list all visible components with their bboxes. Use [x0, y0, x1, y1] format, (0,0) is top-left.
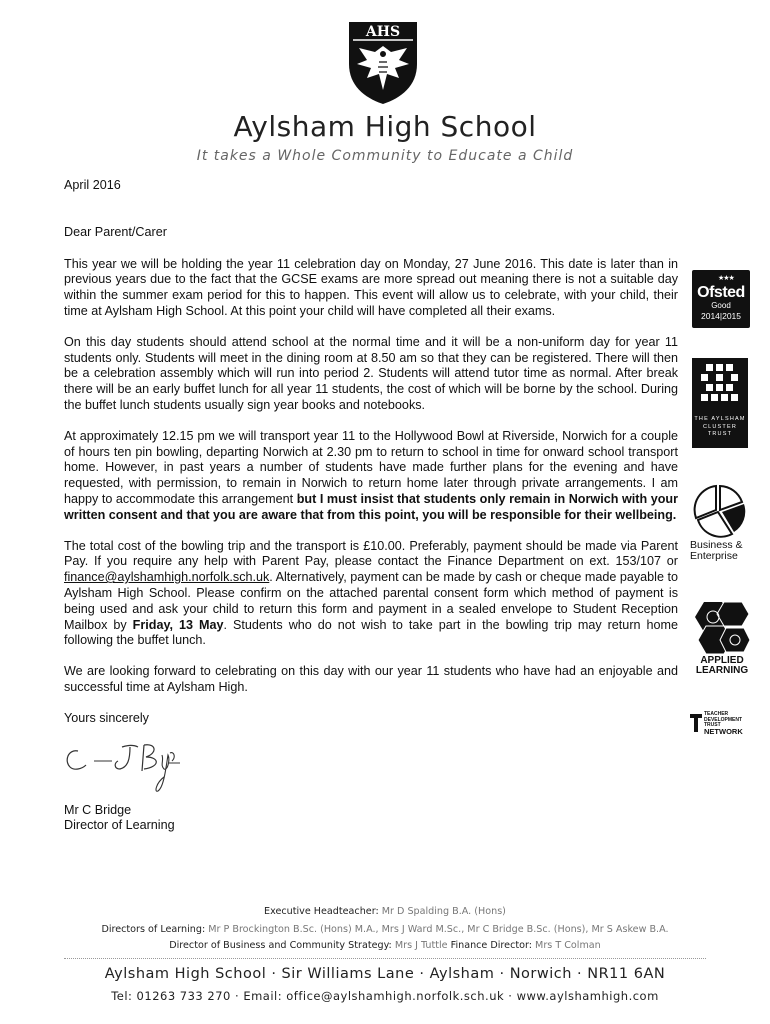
finance-director-name: Mrs T Colman — [535, 940, 601, 951]
applied-learning-logo — [694, 600, 750, 682]
footer-headteacher — [0, 906, 770, 917]
finance-director-label: Finance Director: — [447, 940, 536, 951]
ofsted-years: 2014|2015 — [700, 311, 742, 321]
payment-text-c: . Students who do not wish to take part in the bowling trip may return home following the buffet lunch. — [64, 617, 678, 648]
teacher-development-network-logo — [690, 710, 754, 736]
salutation: Dear Parent/Carer — [64, 224, 167, 239]
paragraph-payment — [64, 539, 678, 650]
consent-warning: but I must insist that students only remain in Norwich with your written consent and that you are aware that from this point, you will be responsible for their wellbeing. — [64, 491, 678, 522]
paragraph-intro: This year we will be holding the year 11 celebration day on Monday, 27 June 2016. This date is later than in previous years due to the fact that the GCSE exams are more spread out meaning there is not a suitable day within the summer exam period for this to happen. This event will allow us to celebrate, with your child, their time at Aylsham High School. At this point your child will have completed all their exams. — [64, 256, 678, 318]
ofsted-stars-icon: ★★★ — [718, 275, 734, 282]
payment-deadline: Friday, 13 May — [132, 617, 224, 632]
ofsted-title: Ofsted — [697, 284, 745, 301]
paragraph-bowling-trip — [64, 429, 678, 524]
payment-text-b: . Alternatively, payment can be made by cash or cheque made payable to Aylsham High School. Please confirm on the attached parental consent form which method of payment is being used and ask your child to return this form and payment in a sealed envelope to Student Reception Mailbox by — [64, 570, 678, 632]
cluster-grid-icon — [692, 358, 748, 414]
footer-directors-of-learning — [0, 924, 770, 935]
bowling-trip-text: At approximately 12.15 pm we will transport year 11 to the Hollywood Bowl at Riverside, Norwich for a couple of hours ten pin bowling, departing Norwich at 2.30 pm to return to school in time for onward school transport home. However, in past years a number of students have made further plans for the evening and have requested, with permission, to remain in Norwich to return home later through private arrangements. I am happy to accommodate this arrangement — [64, 428, 678, 506]
letter-date: April 2016 — [64, 178, 121, 192]
school-crest-logo — [345, 18, 421, 106]
ofsted-grade: Good — [711, 301, 731, 310]
applied-learning-text: APPLIED LEARNING — [695, 655, 749, 676]
business-director-name: Mrs J Tuttle — [394, 940, 448, 951]
tdn-mark-icon — [690, 710, 704, 734]
handwritten-signature — [64, 731, 184, 793]
letter-body — [64, 178, 678, 834]
pie-chart-icon — [690, 480, 754, 538]
school-address: Aylsham High School · Sir Williams Lane · Aylsham · Norwich · NR11 6AN — [104, 966, 666, 982]
headteacher-label: Executive Headteacher: — [264, 906, 382, 917]
hexagon-cluster-icon — [694, 600, 750, 654]
school-motto: It takes a Whole Community to Educate a Child — [196, 148, 574, 164]
paragraph-day-schedule: On this day students should attend school at the normal time and it will be a non-uniform day for year 11 students only. Students will meet in the dining room at 8.50 am so that they can be registered. There will then be a celebration assembly which will run into period 2. Students will attend tutor time as normal. After break there will be an early buffet lunch for all year 11 students, the cost of which will be borne by the school. During the buffet lunch students usually sign year books and notebooks. — [64, 334, 678, 412]
payment-text-a: The total cost of the bowling trip and the transport is £10.00. Preferably, payment should be made via Parent Pay. If you require any help with Parent Pay, please contact the Finance Department on ext. 153/107 or — [64, 538, 678, 569]
business-enterprise-logo — [690, 480, 754, 568]
headteacher-name: Mr D Spalding B.A. (Hons) — [381, 906, 506, 917]
finance-email-link[interactable]: finance@aylshamhigh.norfolk.sch.uk — [64, 570, 270, 585]
signer-name: Mr C Bridge — [64, 802, 132, 817]
directors-label: Directors of Learning: — [101, 924, 209, 935]
crest-text: AHS — [365, 24, 401, 40]
tdn-small-text: TEACHER DEVELOPMENT TRUST — [704, 711, 743, 728]
paragraph-closing-remark: We are looking forward to celebrating on this day with our year 11 students who have had an enjoyable and successful time at Aylsham High. — [64, 664, 678, 694]
footer-divider — [64, 958, 706, 959]
directors-names: Mr P Brockington B.Sc. (Hons) M.A., Mrs J Ward M.Sc., Mr C Bridge B.Sc. (Hons), Mr S Askew B.A. — [208, 924, 669, 935]
tdn-network-text: NETWORK — [704, 727, 743, 736]
ofsted-good-logo — [692, 270, 750, 328]
closing-line: Yours sincerely — [64, 710, 149, 725]
business-enterprise-text: Business & Enterprise — [690, 539, 743, 562]
cluster-trust-text: THE AYLSHAM CLUSTER TRUST — [694, 416, 746, 437]
footer-business-finance — [0, 940, 770, 951]
school-contact-details: Tel: 01263 733 270 · Email: office@aylshamhigh.norfolk.sch.uk · www.aylshamhigh.com — [111, 989, 659, 1003]
cluster-trust-logo — [692, 358, 748, 448]
signer-role: Director of Learning — [64, 818, 175, 833]
school-name-heading: Aylsham High School — [233, 110, 537, 143]
business-director-label: Director of Business and Community Strategy: — [169, 940, 395, 951]
